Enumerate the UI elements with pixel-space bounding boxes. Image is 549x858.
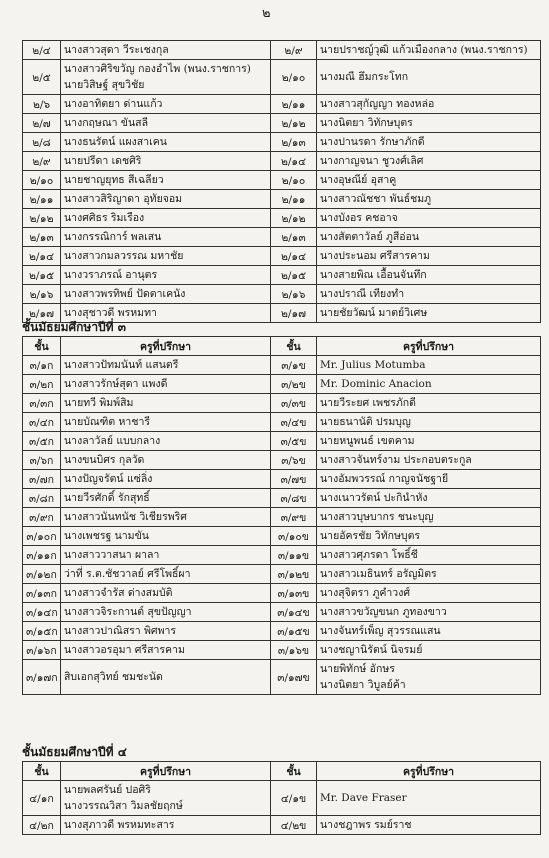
class-cell: ๓/๔ข: [271, 413, 317, 432]
advisor-name: นายอัครชัย วิทักษบุตร: [320, 530, 421, 542]
advisor-name: นางสาวสุดา วีระเชงกุล: [64, 44, 169, 56]
table-row: [23, 546, 541, 565]
advisor-cell: [61, 190, 271, 209]
class-cell: ๒/๑๒: [271, 209, 317, 228]
class-cell: ๒/๙: [23, 152, 61, 171]
advisor-cell: [317, 432, 541, 451]
advisor-cell: [61, 660, 271, 695]
advisor-cell: [61, 41, 271, 60]
advisor-cell: [61, 375, 271, 394]
table-row: [23, 356, 541, 375]
grade2-table: [22, 40, 541, 323]
class-cell: ๒/๑๔: [271, 152, 317, 171]
advisor-name: นายหนูพนธ์ เขตคาม: [320, 435, 415, 447]
advisor-name: นางสาวสิริญาดา อุทัยจอม: [64, 193, 183, 205]
table-row: [23, 285, 541, 304]
advisor-cell: [61, 247, 271, 266]
class-cell: ๓/๑๓ข: [271, 584, 317, 603]
advisor-name: นางลาวัลย์ แบบกลาง: [64, 435, 161, 447]
advisor-cell: [61, 152, 271, 171]
table-row: [23, 114, 541, 133]
class-cell: ๓/๑๗ก: [23, 660, 61, 695]
advisor-name: นายทวี พิมพ์สิม: [64, 397, 134, 409]
col-room-header: ชั้น: [23, 762, 61, 781]
class-cell: ๒/๑๒: [23, 209, 61, 228]
advisor-cell: [61, 133, 271, 152]
advisor-name: นางอาทิตยา ด่านแก้ว: [64, 98, 163, 110]
table-row: [23, 95, 541, 114]
advisor-name: นางนิตยา วิทักษบุตร: [320, 117, 413, 129]
advisor-cell: [317, 285, 541, 304]
advisor-cell: [317, 451, 541, 470]
table-row: [23, 641, 541, 660]
class-cell: ๓/๑๔ข: [271, 603, 317, 622]
advisor-name: นางสาวณัชชา พันธ์ชมภู: [320, 193, 432, 205]
advisor-name: นางสาวเมธินทร์ อรัญมิตร: [320, 568, 437, 580]
advisor-cell: [61, 285, 271, 304]
grade4-heading: ชั้นมัธยมศึกษาปีที่ ๔: [22, 745, 127, 759]
col-room-header: ชั้น: [271, 337, 317, 356]
advisor-name: นางอุษณีย์ อุสาคู: [320, 174, 397, 186]
class-cell: ๒/๑๓: [23, 228, 61, 247]
class-cell: ๒/๘: [23, 133, 61, 152]
advisor-name: นางสาวจันทร์งาม ประกอบตระกูล: [320, 454, 472, 466]
table-row: [23, 565, 541, 584]
advisor-name: นางสาวขวัญขนก ภูทองขาว: [320, 606, 447, 618]
advisor-name: สิบเอกสุวิทย์ ชมชะนัด: [64, 671, 163, 683]
advisor-cell: [61, 95, 271, 114]
grade4-table: [22, 761, 541, 835]
advisor-name: นายวิสิษฐ์ สุขวิชัย: [64, 79, 145, 91]
advisor-name: นางจันทร์เพ็ญ สุวรรณแสน: [320, 625, 441, 637]
class-cell: ๓/๒ข: [271, 375, 317, 394]
advisor-name: นางปานรดา รักษาภักดี: [320, 136, 425, 148]
class-cell: ๓/๗ก: [23, 470, 61, 489]
class-cell: ๓/๑๑ก: [23, 546, 61, 565]
advisor-cell: [317, 247, 541, 266]
table-row: [23, 247, 541, 266]
table-row: [23, 432, 541, 451]
class-cell: ๒/๑๕: [271, 266, 317, 285]
advisor-cell: [61, 584, 271, 603]
advisor-cell: [317, 565, 541, 584]
advisor-cell: [61, 470, 271, 489]
class-cell: ๒/๑๗: [23, 304, 61, 323]
advisor-cell: [317, 781, 541, 816]
advisor-name: นางสาวสุกัญญา ทองหล่อ: [320, 98, 435, 110]
class-cell: ๒/๖: [23, 95, 61, 114]
advisor-name: นายชาญยุทธ สีเฉลียว: [64, 174, 164, 186]
advisor-name: นางสัตตาวัลย์ ภูสีอ่อน: [320, 231, 420, 243]
advisor-name: นายชัยวัฒน์ มาตย์วิเศษ: [320, 307, 428, 319]
advisor-name: นางสุชาวดี พรหมทา: [64, 307, 157, 319]
advisor-cell: [61, 356, 271, 375]
table-row: [23, 584, 541, 603]
advisor-cell: [61, 508, 271, 527]
advisor-cell: [61, 60, 271, 95]
class-cell: ๓/๑๐ข: [271, 527, 317, 546]
advisor-cell: [317, 375, 541, 394]
table-row: [23, 152, 541, 171]
advisor-name: นางสาวศิริขวัญ กองอำไพ (พนง.ราชการ): [64, 63, 251, 75]
class-cell: ๒/๑๕: [23, 266, 61, 285]
table-row: [23, 470, 541, 489]
advisor-name: นายปรีดา เดชศิริ: [64, 155, 142, 167]
class-cell: ๓/๔ก: [23, 413, 61, 432]
table-row: [23, 527, 541, 546]
class-cell: ๓/๒ก: [23, 375, 61, 394]
col-advisor-header: ครูที่ปรึกษา: [61, 337, 271, 356]
advisor-cell: [61, 641, 271, 660]
advisor-name: นางสาวปาณิสรา พิศพาร: [64, 625, 177, 637]
advisor-cell: [317, 209, 541, 228]
advisor-cell: [61, 816, 271, 835]
advisor-name: นายวีรศักดิ์ รักสุทธิ์: [64, 492, 150, 504]
advisor-name: นางปัญจรัตน์ แซ่ลิ่ง: [64, 473, 153, 485]
grade3-heading: ชั้นมัธยมศึกษาปีที่ ๓: [22, 320, 126, 334]
advisor-cell: [317, 622, 541, 641]
class-cell: ๒/๑๓: [271, 133, 317, 152]
advisor-cell: [61, 565, 271, 584]
advisor-cell: [61, 622, 271, 641]
class-cell: ๓/๑๖ข: [271, 641, 317, 660]
advisor-cell: [317, 171, 541, 190]
class-cell: ๓/๑๕ข: [271, 622, 317, 641]
advisor-cell: [317, 152, 541, 171]
class-cell: ๓/๓ก: [23, 394, 61, 413]
advisor-cell: [317, 60, 541, 95]
advisor-cell: [317, 228, 541, 247]
advisor-cell: [61, 451, 271, 470]
advisor-cell: [61, 781, 271, 816]
table-row: [23, 816, 541, 835]
class-cell: ๒/๙: [271, 41, 317, 60]
class-cell: ๓/๑๐ก: [23, 527, 61, 546]
class-cell: ๓/๖ข: [271, 451, 317, 470]
advisor-cell: [317, 584, 541, 603]
advisor-name: นางสาวปัทมนันท์ แสนตรี: [64, 359, 179, 371]
page-number: ๒: [262, 6, 271, 21]
class-cell: ๓/๑ข: [271, 356, 317, 375]
advisor-cell: [317, 394, 541, 413]
advisor-name: นางสุจิตรา ภูคำวงศ์: [320, 587, 410, 599]
class-cell: ๒/๑๐: [271, 60, 317, 95]
advisor-cell: [317, 356, 541, 375]
advisor-name: นางเพชรฐ นามขัน: [64, 530, 149, 542]
grade3-table: [22, 336, 541, 695]
class-cell: ๓/๑๓ก: [23, 584, 61, 603]
advisor-name: นางสาวกมลวรรณ มหาชัย: [64, 250, 184, 262]
class-cell: ๓/๖ก: [23, 451, 61, 470]
table-row: [23, 660, 541, 695]
advisor-name: นางสาวจิระกานต์ สุขปัญญา: [64, 606, 192, 618]
advisor-name: นางสาวบุษบากร ชนะบุญ: [320, 511, 434, 523]
advisor-cell: [317, 266, 541, 285]
table-row: [23, 489, 541, 508]
class-cell: ๒/๑๐: [23, 171, 61, 190]
class-cell: ๔/๑ข: [271, 781, 317, 816]
advisor-cell: [317, 95, 541, 114]
class-cell: ๒/๑๔: [271, 247, 317, 266]
table-row: [23, 209, 541, 228]
advisor-name: นางสาวอรอุมา ศรีสารคาม: [64, 644, 185, 656]
advisor-name: นางบังอร คชอาจ: [320, 212, 398, 224]
class-cell: ๓/๑๖ก: [23, 641, 61, 660]
table-row: [23, 190, 541, 209]
advisor-cell: [317, 546, 541, 565]
class-cell: ๓/๕ก: [23, 432, 61, 451]
class-cell: ๓/๑๕ก: [23, 622, 61, 641]
class-cell: ๔/๑ก: [23, 781, 61, 816]
advisor-name: นายบัณฑิต หาชารี: [64, 416, 150, 428]
advisor-cell: [317, 508, 541, 527]
advisor-name: นางสาวพรทิพย์ ปัดตาเคนัง: [64, 288, 186, 300]
advisor-cell: [61, 432, 271, 451]
advisor-cell: [317, 133, 541, 152]
class-cell: ๒/๕: [23, 60, 61, 95]
class-cell: ๔/๒ข: [271, 816, 317, 835]
advisor-cell: [61, 171, 271, 190]
class-cell: ๓/๑๗ข: [271, 660, 317, 695]
advisor-name: ว่าที่ ร.ต.ชัชวาลย์ ศรีโพธิ์ผา: [64, 568, 191, 580]
advisor-name: นางประนอม ศรีสารคาม: [320, 250, 430, 262]
class-cell: ๓/๕ข: [271, 432, 317, 451]
col-room-header: ชั้น: [23, 337, 61, 356]
table-row: [23, 171, 541, 190]
col-advisor-header: ครูที่ปรึกษา: [317, 337, 541, 356]
advisor-name: นางกฤษณา ขันสลี: [64, 117, 149, 129]
advisor-cell: [317, 304, 541, 323]
advisor-cell: [317, 660, 541, 695]
table-row: [23, 41, 541, 60]
class-cell: ๒/๑๑: [271, 190, 317, 209]
advisor-cell: [317, 527, 541, 546]
advisor-name: นางสาวจำรัส ด่างสมบัติ: [64, 587, 173, 599]
advisor-name: นางขนบิศร กุลวัด: [64, 454, 145, 466]
col-advisor-header: ครูที่ปรึกษา: [317, 762, 541, 781]
advisor-cell: [61, 413, 271, 432]
class-cell: ๓/๑๒ก: [23, 565, 61, 584]
class-cell: ๒/๑๑: [23, 190, 61, 209]
advisor-cell: [317, 603, 541, 622]
advisor-cell: [317, 816, 541, 835]
advisor-cell: [61, 527, 271, 546]
advisor-name: นายพลศรันย์ ปอศิริ: [64, 784, 151, 796]
table-row: [23, 451, 541, 470]
table-row: [23, 133, 541, 152]
class-cell: ๒/๑๖: [271, 285, 317, 304]
advisor-cell: [61, 489, 271, 508]
advisor-name: Mr. Dave Fraser: [320, 792, 407, 804]
class-cell: ๒/๑๔: [23, 247, 61, 266]
advisor-name: นางชฎาพร รมย์ราช: [320, 819, 412, 831]
advisor-cell: [317, 641, 541, 660]
class-cell: ๓/๓ข: [271, 394, 317, 413]
table-row: [23, 228, 541, 247]
table-row: [23, 413, 541, 432]
advisor-name: นางสาวรักษ์สุดา แพงดี: [64, 378, 168, 390]
table-row: [23, 781, 541, 816]
class-cell: ๒/๗: [23, 114, 61, 133]
advisor-name: Mr. Dominic Anacion: [320, 378, 432, 390]
class-cell: ๓/๘ข: [271, 489, 317, 508]
advisor-cell: [317, 489, 541, 508]
class-cell: ๒/๔: [23, 41, 61, 60]
class-cell: ๓/๘ก: [23, 489, 61, 508]
advisor-cell: [317, 114, 541, 133]
advisor-cell: [317, 470, 541, 489]
class-cell: ๒/๑๑: [271, 95, 317, 114]
advisor-name: นายพิทักษ์ อักษร: [320, 663, 395, 675]
advisor-cell: [61, 603, 271, 622]
table-row: [23, 622, 541, 641]
advisor-name: นางกรรณิการ์ พลเสน: [64, 231, 162, 243]
advisor-cell: [61, 546, 271, 565]
class-cell: ๓/๙ก: [23, 508, 61, 527]
class-cell: ๒/๑๒: [271, 114, 317, 133]
advisor-name: นางวรรณวิสา วิมลชัยฤกษ์: [64, 800, 183, 812]
class-cell: ๒/๑๖: [23, 285, 61, 304]
advisor-name: นางธนรัตน์ แผงสาเคน: [64, 136, 167, 148]
table-row: [23, 60, 541, 95]
class-cell: ๒/๑๗: [271, 304, 317, 323]
table-row: [23, 266, 541, 285]
advisor-name: Mr. Julius Motumba: [320, 359, 426, 371]
class-cell: ๓/๑๔ก: [23, 603, 61, 622]
table-row: [23, 375, 541, 394]
table-row: [23, 508, 541, 527]
advisor-cell: [61, 266, 271, 285]
advisor-name: นางนิตยา วิบูลย์ค้า: [320, 679, 406, 691]
advisor-name: นางสุภาวดี พรหมทะสาร: [64, 819, 175, 831]
advisor-name: นางสาวนันทนัช วิเชียรพริศ: [64, 511, 187, 523]
class-cell: ๒/๑๓: [271, 228, 317, 247]
class-cell: ๓/๙ข: [271, 508, 317, 527]
advisor-name: นางกาญจนา ชูวงศ์เลิศ: [320, 155, 424, 167]
advisor-name: นางสายพิณ เอื้อนจันทึก: [320, 269, 427, 281]
advisor-cell: [61, 114, 271, 133]
advisor-cell: [61, 228, 271, 247]
col-room-header: ชั้น: [271, 762, 317, 781]
advisor-name: นายวีระยศ เพชรภักดี: [320, 397, 416, 409]
advisor-name: นางเนาวรัตน์ ปะกินำหัง: [320, 492, 428, 504]
advisor-name: นางสาวศุภรดา โพธิ์ชี: [320, 549, 418, 561]
advisor-name: นางปราณี เทียงทำ: [320, 288, 405, 300]
advisor-cell: [317, 413, 541, 432]
advisor-name: นายธนานัติ ปรมบุญ: [320, 416, 411, 428]
class-cell: ๒/๑๐: [271, 171, 317, 190]
advisor-name: นางศศิธร ริมเรือง: [64, 212, 145, 224]
advisor-name: นางมณี ฮึมกระโทก: [320, 71, 409, 83]
class-cell: ๓/๗ข: [271, 470, 317, 489]
advisor-name: นายปราชญ์วุฒิ แก้วเมืองกลาง (พนง.ราชการ): [320, 44, 528, 56]
advisor-cell: [61, 209, 271, 228]
advisor-cell: [317, 190, 541, 209]
advisor-name: นางสาววาสนา ผาลา: [64, 549, 160, 561]
advisor-name: นางอัมพวรรณ์ กาญจนัชฐายี: [320, 473, 449, 485]
class-cell: ๔/๒ก: [23, 816, 61, 835]
class-cell: ๓/๑๒ข: [271, 565, 317, 584]
advisor-name: นางชญานิรัตน์ นิจรมย์: [320, 644, 423, 656]
table-row: [23, 394, 541, 413]
col-advisor-header: ครูที่ปรึกษา: [61, 762, 271, 781]
class-cell: ๓/๑ก: [23, 356, 61, 375]
advisor-cell: [61, 394, 271, 413]
table-row: [23, 603, 541, 622]
class-cell: ๓/๑๑ข: [271, 546, 317, 565]
advisor-name: นางวราภรณ์ อานุตร: [64, 269, 158, 281]
advisor-cell: [317, 41, 541, 60]
